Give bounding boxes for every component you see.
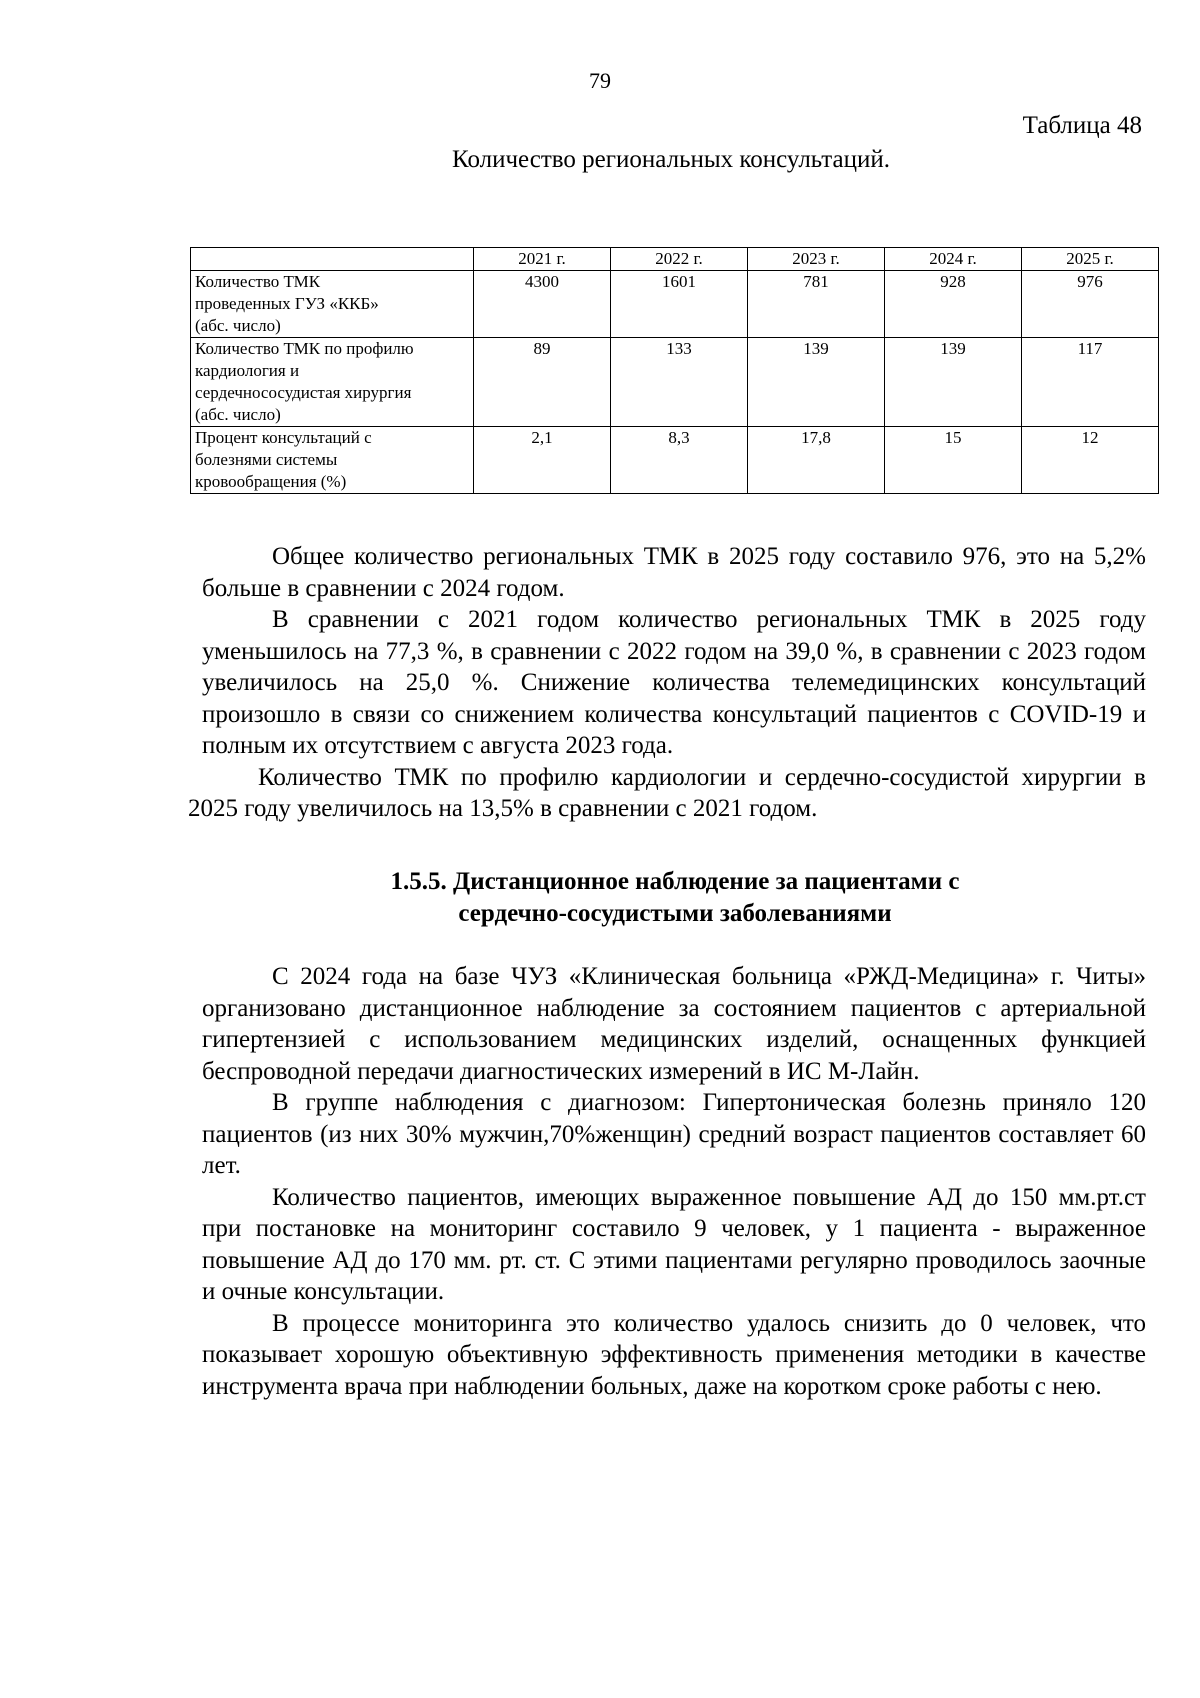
paragraph: Количество пациентов, имеющих выраженное повышение АД до 150 мм.рт.ст при постановке на мониторинг составило 9 человек, у 1 пациента - выраженное повышение АД до 170 мм. рт. ст. С этими пациентами регулярно проводилось заочные и очные консультации. [202, 1183, 1146, 1305]
row-label-cell [191, 271, 474, 338]
row-label-line: болезнями системы [195, 450, 338, 469]
paragraph: В группе наблюдения с диагнозом: Гипертоническая болезнь приняло 120 пациентов (из них 30% мужчин,70%женщин) средний возраст пациентов составляет 60 лет. [202, 1089, 1146, 1179]
row-label-line: (абс. число) [195, 316, 281, 335]
tmk-summary-text [188, 541, 1146, 825]
paragraph: В сравнении с 2021 годом количество региональных ТМК в 2025 году уменьшилось на 77,3 %, в сравнении с 2022 годом на 39,0 %, в сравнении с 2023 годом увеличилось на 25,0 %. Снижение количества телемедицинских консультаций произошло в связи со снижением количества консультаций пациентов с COVID-19 и полным их отсутствием с августа 2023 года. [202, 606, 1146, 759]
table-cell: 17,8 [748, 427, 885, 494]
row-label-line: кардиология и [195, 361, 300, 380]
row-label-line: проведенных ГУЗ «ККБ» [195, 294, 379, 313]
table-cell: 781 [748, 271, 885, 338]
table-cell: 2,1 [474, 427, 611, 494]
table-cell: 139 [885, 338, 1022, 427]
table-cell: 8,3 [611, 427, 748, 494]
table-row [191, 271, 1159, 338]
monitoring-text [202, 961, 1146, 1402]
table-cell: 4300 [474, 271, 611, 338]
paragraph: В процессе мониторинга это количество удалось снизить до 0 человек, что показывает хорошую объективную эффективность применения методики в качестве инструмента врача при наблюдении больных, даже на коротком сроке работы с нею. [202, 1309, 1146, 1400]
page-number: 79 [589, 68, 611, 93]
row-label-line: Процент консультаций с [195, 428, 372, 447]
table-row [191, 338, 1159, 427]
table-cell: 928 [885, 271, 1022, 338]
table-caption: Таблица 48 [1022, 112, 1142, 139]
section-heading-line: 1.5.5. Дистанционное наблюдение за пациентами с [390, 868, 960, 895]
row-label-cell [191, 338, 474, 427]
row-label-line: (абс. число) [195, 405, 281, 424]
table-cell: 1601 [611, 271, 748, 338]
table-cell: 117 [1022, 338, 1159, 427]
row-label-cell [191, 427, 474, 494]
row-label-line: Количество ТМК по профилю [195, 339, 414, 358]
paragraph: Общее количество региональных ТМК в 2025 году составило 976, это на 5,2% больше в сравнении с 2024 годом. [202, 543, 1146, 602]
table-header-cell: 2022 г. [611, 248, 748, 271]
table-title: Количество региональных консультаций. [452, 146, 890, 173]
table-row [191, 427, 1159, 494]
section-heading-line: сердечно-сосудистыми заболеваниями [458, 900, 892, 927]
table-header-cell: 2024 г. [885, 248, 1022, 271]
table-header-cell: 2023 г. [748, 248, 885, 271]
table-header-cell: 2021 г. [474, 248, 611, 271]
table-cell: 976 [1022, 271, 1159, 338]
consultations-table [190, 247, 1159, 494]
paragraph: С 2024 года на базе ЧУЗ «Клиническая больница «РЖД-Медицина» г. Читы» организовано дистанционное наблюдение за состоянием пациентов с артериальной гипертензией с использованием медицинских изделий, оснащенных функцией беспроводной передачи диагностических измерений в ИС М-Лайн. [202, 963, 1146, 1085]
table-cell: 12 [1022, 427, 1159, 494]
row-label-line: кровообращения (%) [195, 472, 347, 491]
table-cell: 133 [611, 338, 748, 427]
row-label-line: сердечнососудистая хирургия [195, 383, 412, 402]
table-cell: 15 [885, 427, 1022, 494]
paragraph: Количество ТМК по профилю кардиологии и сердечно-сосудистой хирургии в 2025 году увеличилось на 13,5% в сравнении с 2021 годом. [188, 763, 1146, 822]
table-header-cell: 2025 г. [1022, 248, 1159, 271]
row-label-line: Количество ТМК [195, 272, 321, 291]
table-header-row [191, 248, 1159, 271]
table-header-cell [191, 248, 474, 271]
section-heading [0, 866, 1200, 930]
table-cell: 89 [474, 338, 611, 427]
table-cell: 139 [748, 338, 885, 427]
